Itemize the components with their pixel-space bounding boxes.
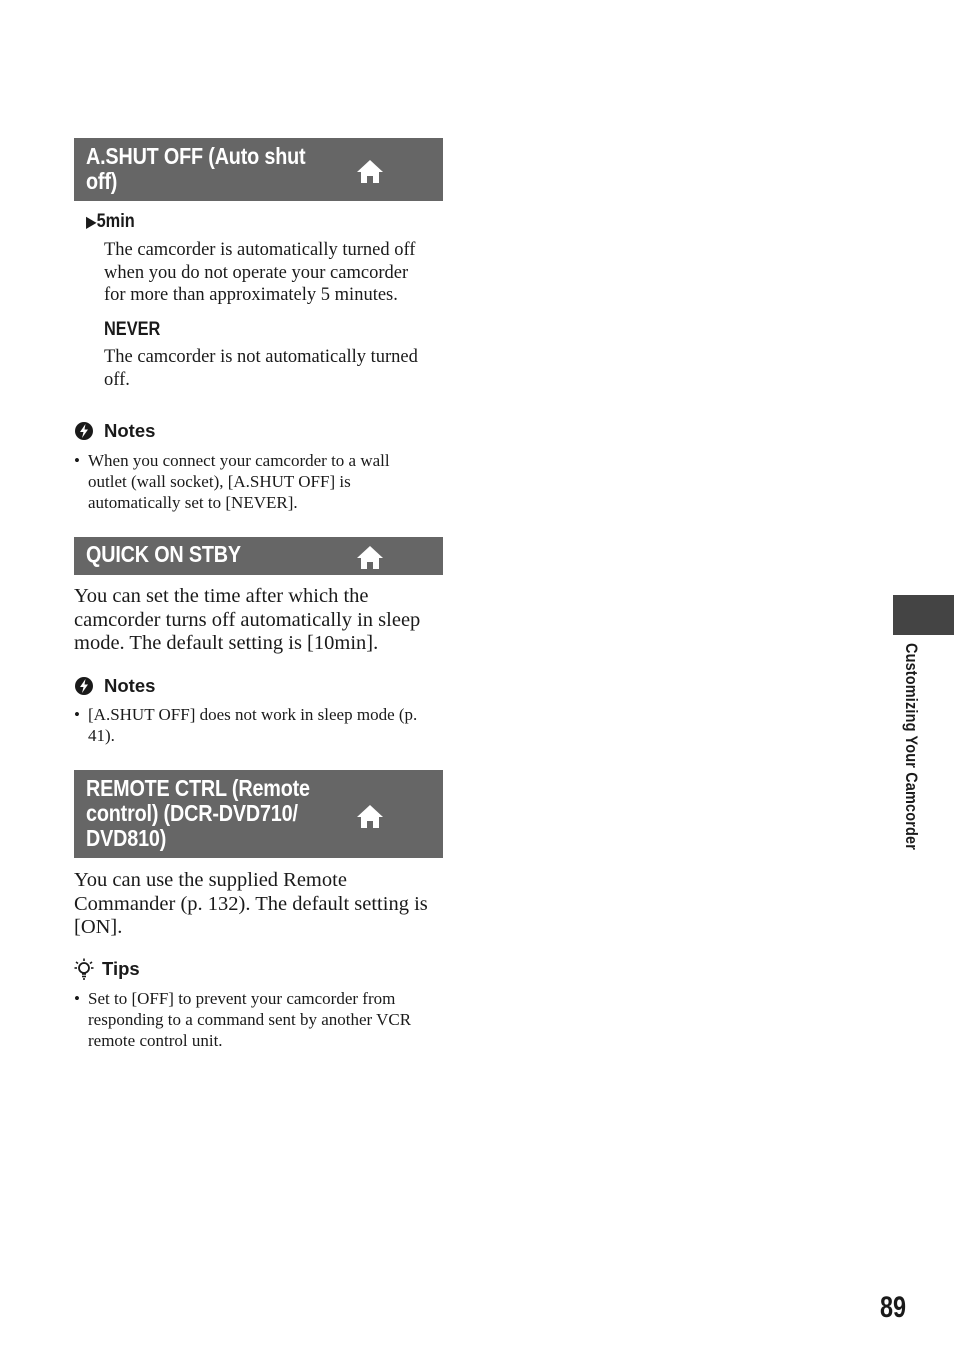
body-line: You can use the supplied Remote [74, 869, 347, 891]
title-line: control) (DCR-DVD710/ [86, 800, 298, 826]
remotectrl-description [74, 869, 449, 940]
quickonstby-description [74, 585, 449, 656]
title-line: REMOTE CTRL (Remote [86, 775, 310, 801]
section-header-quickonstby [74, 537, 443, 575]
description-line: The camcorder is automatically turned off [104, 240, 416, 260]
chapter-title: Customizing Your Camcorder [902, 643, 921, 851]
note-line: [A.SHUT OFF] does not work in sleep mode (p. [88, 705, 418, 724]
option-label: NEVER [104, 319, 161, 340]
section-title [86, 776, 353, 851]
home-icon [355, 543, 385, 571]
notes-heading [74, 420, 155, 442]
note-text [88, 450, 446, 513]
bullet: • [74, 989, 80, 1008]
option-never-description [104, 346, 449, 391]
section-title [86, 542, 353, 567]
notes-heading [74, 675, 155, 697]
page-number: 89 [880, 1291, 907, 1324]
note-item [74, 450, 446, 514]
chapter-tab-marker [893, 595, 954, 635]
section-header-remotectrl [74, 770, 443, 858]
tips-heading [74, 958, 140, 980]
option-5min-label [86, 211, 135, 233]
title-line: off) [86, 168, 118, 194]
title-line: A.SHUT OFF (Auto shut [86, 143, 306, 169]
bullet: • [74, 705, 80, 724]
note-line: automatically set to [NEVER]. [88, 493, 298, 512]
caution-icon [74, 676, 94, 696]
section-title [86, 144, 353, 194]
description-line: off. [104, 369, 130, 390]
body-line: [ON]. [74, 916, 123, 938]
bullet: • [74, 451, 80, 470]
home-icon [355, 157, 385, 185]
tip-line: remote control unit. [88, 1031, 223, 1050]
description-line: for more than approximately 5 minutes. [104, 285, 398, 305]
selected-marker-icon: ▶ [86, 214, 97, 231]
tip-line: responding to a command sent by another VCR [88, 1010, 412, 1029]
body-line: camcorder turns off automatically in sleep [74, 608, 421, 631]
tip-text [88, 988, 446, 1051]
note-text [88, 704, 446, 746]
body-line: mode. The default setting is [10min]. [74, 632, 379, 654]
option-label: 5min [96, 211, 135, 232]
section-header-ashutoff [74, 138, 443, 201]
tip-item [74, 988, 446, 1052]
note-line: When you connect your camcorder to a wall [88, 451, 390, 470]
description-line: when you do not operate your camcorder [104, 262, 409, 283]
notes-label: Notes [104, 420, 156, 441]
description-line: The camcorder is not automatically turned [104, 347, 418, 367]
option-5min-description [104, 239, 449, 307]
note-line: 41). [88, 726, 115, 745]
lightbulb-icon [74, 958, 94, 980]
tip-line: Set to [OFF] to prevent your camcorder from [88, 989, 396, 1008]
option-never-label [104, 319, 160, 341]
title-line: QUICK ON STBY [86, 541, 241, 567]
title-line: DVD810) [86, 825, 167, 851]
home-icon [355, 802, 385, 830]
note-line: outlet (wall socket), [A.SHUT OFF] is [88, 472, 351, 491]
chapter-tab-label [893, 643, 923, 898]
note-item [74, 704, 446, 748]
tips-label: Tips [102, 958, 140, 979]
caution-icon [74, 421, 94, 441]
body-line: Commander (p. 132). The default setting is [74, 892, 428, 915]
notes-label: Notes [104, 675, 156, 696]
body-line: You can set the time after which the [74, 585, 369, 607]
